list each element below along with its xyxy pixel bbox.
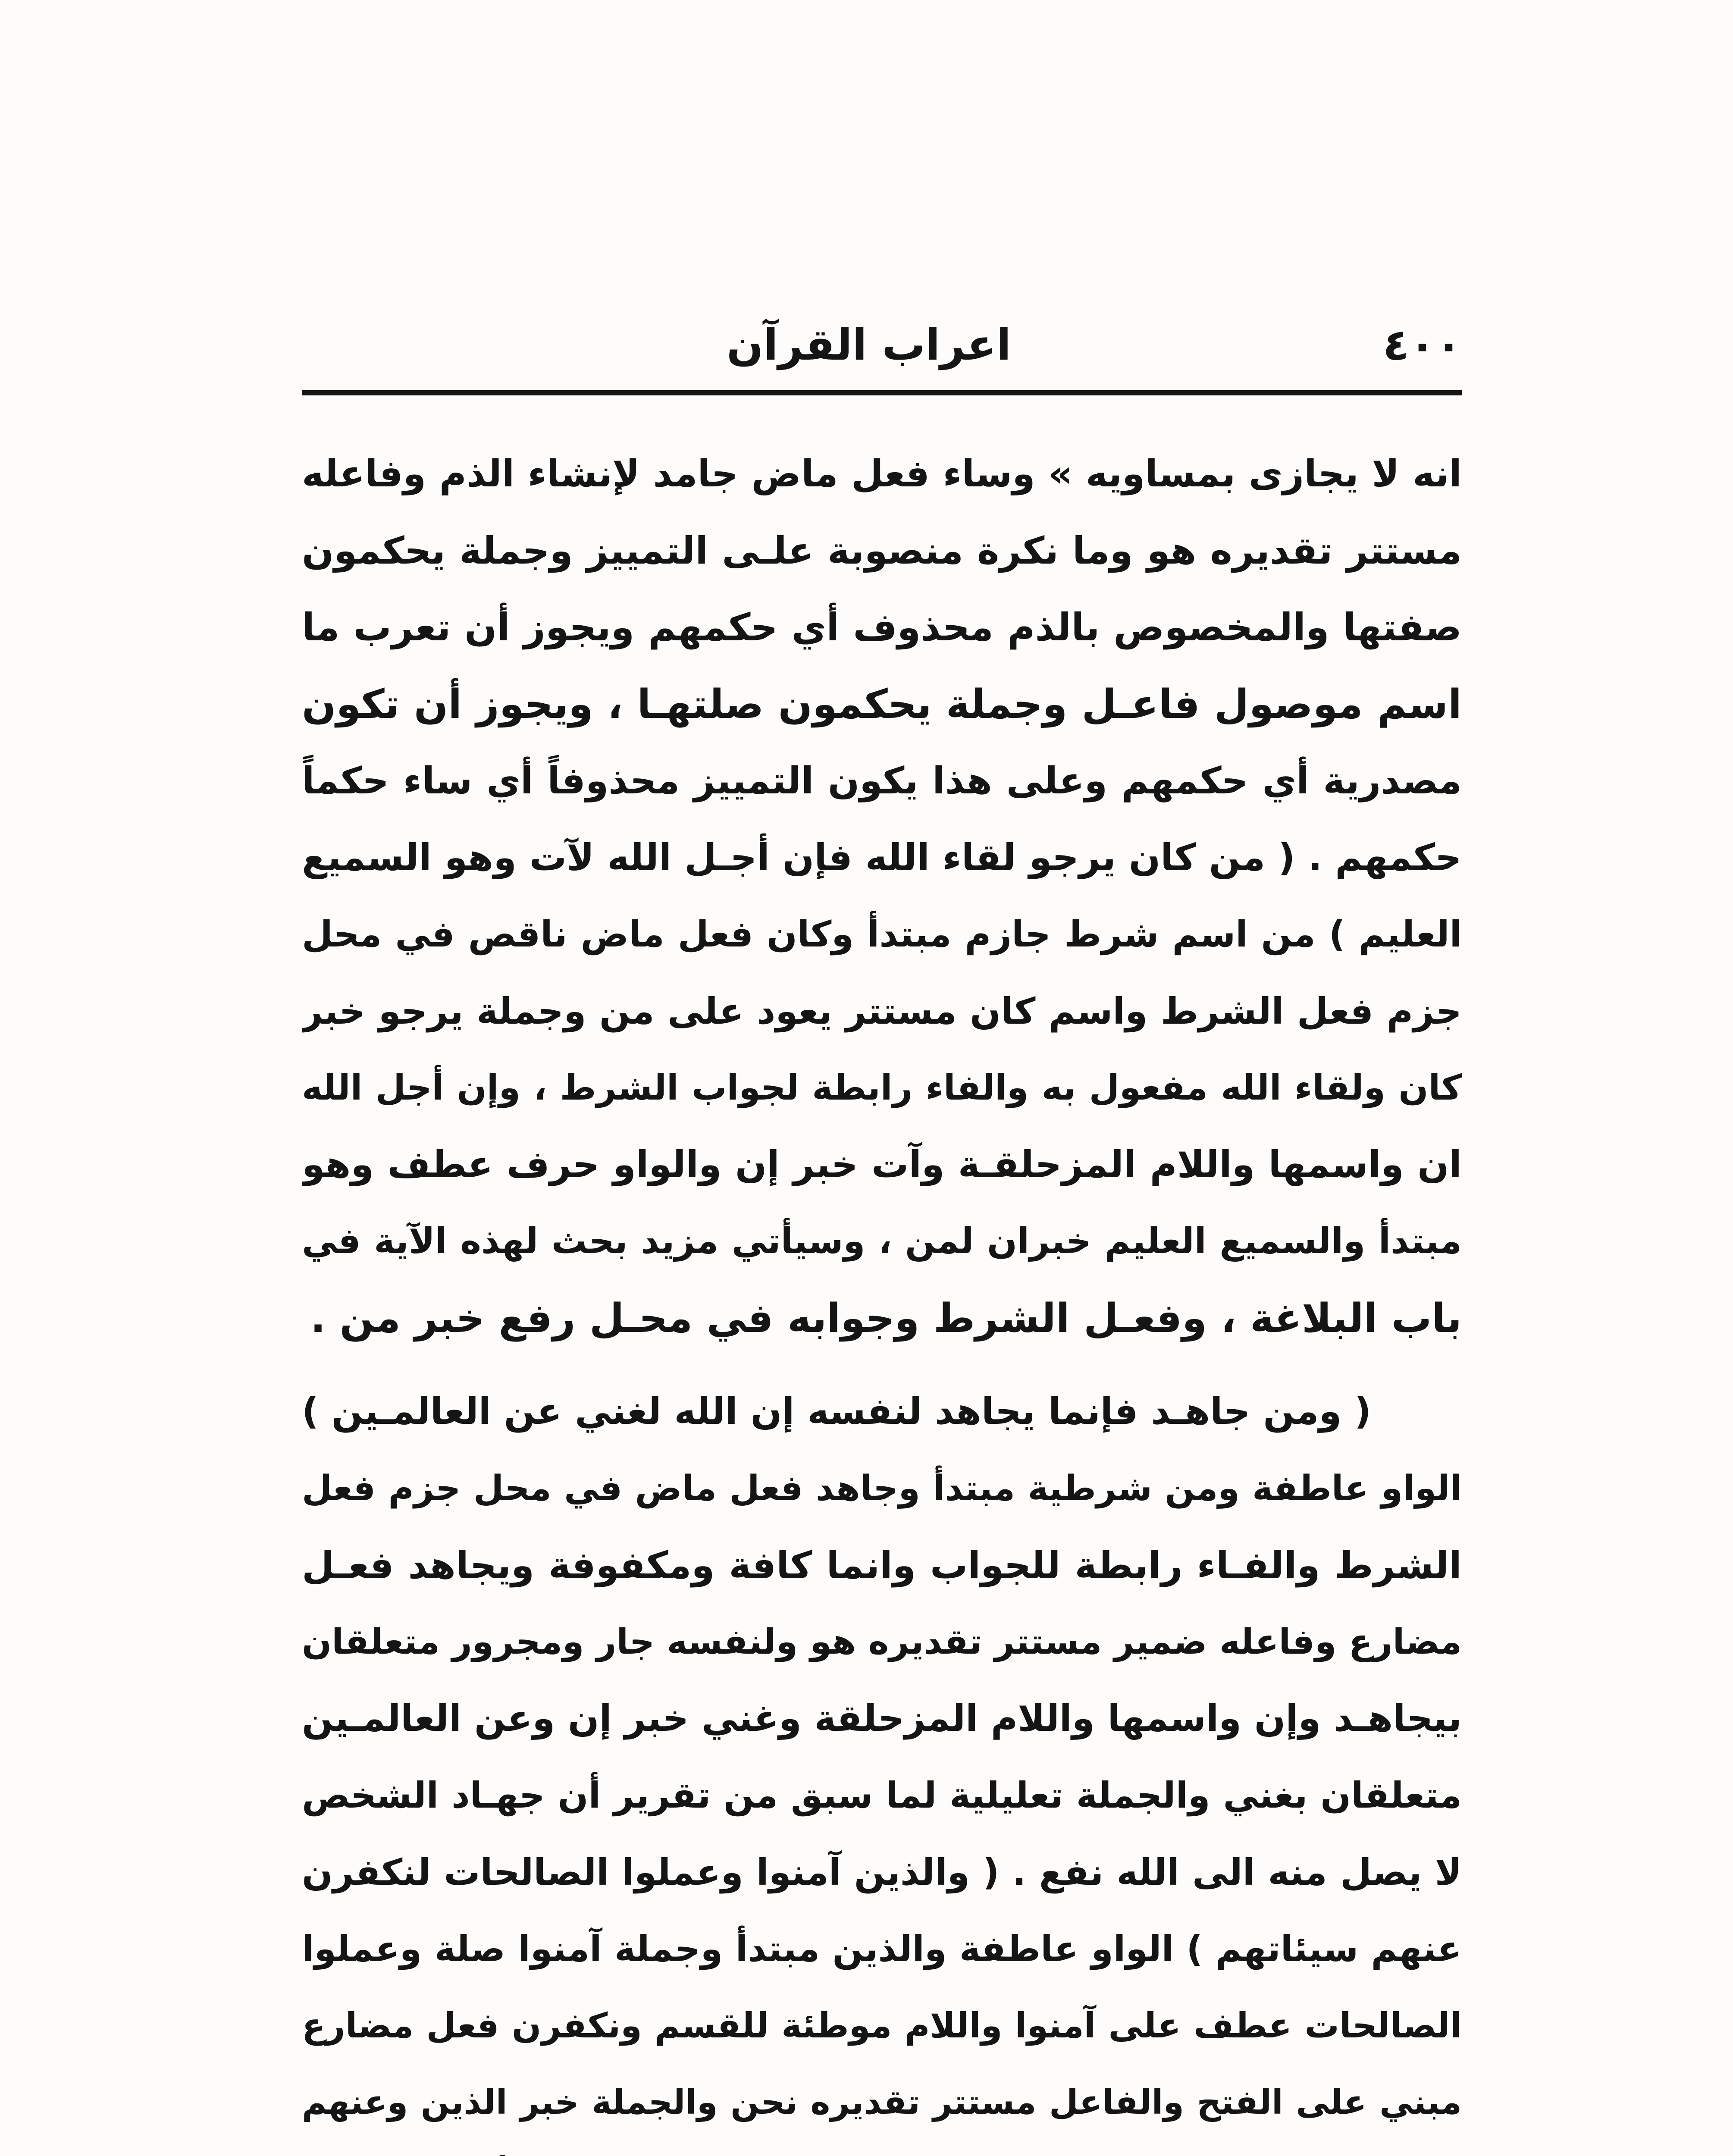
text-line: مستتر تقديره هو وما نكرة منصوبة علـى التمييز وجملة يحكمون (302, 529, 1462, 573)
text-line: ( ومن جاهـد فإنما يجاهد لنفسه إن الله لغني عن العالمـين ) (302, 1390, 1371, 1433)
text-line: مبتدأ والسميع العليم خبران لمن ، وسيأتي مزيد بحث لهذه الآية في (302, 1221, 1462, 1262)
paragraph-1 (302, 436, 1462, 1357)
paragraph-2 (302, 1373, 1462, 2156)
text-line: صفتها والمخصوص بالذم محذوف أي حكمهم ويجوز أن تعرب ما (302, 605, 1462, 649)
text-line: متعلقان بغني والجملة تعليلية لما سبق من تقرير أن جهـاد الشخص (302, 1774, 1462, 1816)
text-line: ان واسمها واللام المزحلقـة وآت خبر إن والواو حرف عطف وهو (302, 1143, 1462, 1186)
text-line: بيجاهـد وإن واسمها واللام المزحلقة وغني خبر إن وعن العالمـين (302, 1697, 1462, 1740)
text-line: حكمهم . ( من كان يرجو لقاء الله فإن أجـل الله لآت وهو السميع (302, 836, 1462, 879)
text-line: كان ولقاء الله مفعول به والفاء رابطة لجواب الشرط ، وإن أجل الله (302, 1068, 1462, 1108)
page-number: ٤٠٠ (1382, 320, 1462, 370)
page-header (302, 310, 1462, 379)
text-line: الشرط والفـاء رابطة للجواب وانما كافة ومكفوفة ويجاهد فعـل (302, 1543, 1462, 1587)
text-line: مبني على الفتح والفاعل مستتر تقديره نحن والجملة خبر الذين وعنهم (302, 2083, 1462, 2122)
text-line: العليم ) من اسم شرط جازم مبتدأ وكان فعل ماض ناقص في محل (302, 913, 1462, 955)
text-line: مصدرية أي حكمهم وعلى هذا يكون التمييز محذوفاً أي ساء حكماً (302, 759, 1462, 802)
text-line (302, 2141, 1462, 2156)
text-line: لا يصل منه الى الله نفع . ( والذين آمنوا وعملوا الصالحات لنكفرن (302, 1851, 1462, 1893)
text-line: جزم فعل الشرط واسم كان مستتر يعود على من وجملة يرجو خبر (302, 990, 1462, 1032)
text-line: مضارع وفاعله ضمير مستتر تقديره هو ولنفسه جار ومجرور متعلقان (302, 1622, 1462, 1662)
text-line: الواو عاطفة ومن شرطية مبتدأ وجاهد فعل ماض في محل جزم فعل (302, 1468, 1462, 1509)
text-line: عنهم سيئاتهم ) الواو عاطفة والذين مبتدأ وجملة آمنوا صلة وعملوا (302, 1928, 1462, 1970)
text-line: باب البلاغة ، وفعـل الشرط وجوابه في محـل رفع خبر من . (310, 1295, 1462, 1341)
text-line: اسم موصول فاعـل وجملة يحكمون صلتهـا ، ويجوز أن تكون (302, 681, 1462, 727)
text-line: انه لا يجازى بمساويه » وساء فعل ماض جامد لإنشاء الذم وفاعله (302, 452, 1462, 495)
text-line: الصالحات عطف على آمنوا واللام موطئة للقسم ونكفرن فعل مضارع (302, 2006, 1462, 2046)
header-rule (302, 390, 1462, 395)
running-title: اعراب القرآن (726, 320, 1011, 370)
